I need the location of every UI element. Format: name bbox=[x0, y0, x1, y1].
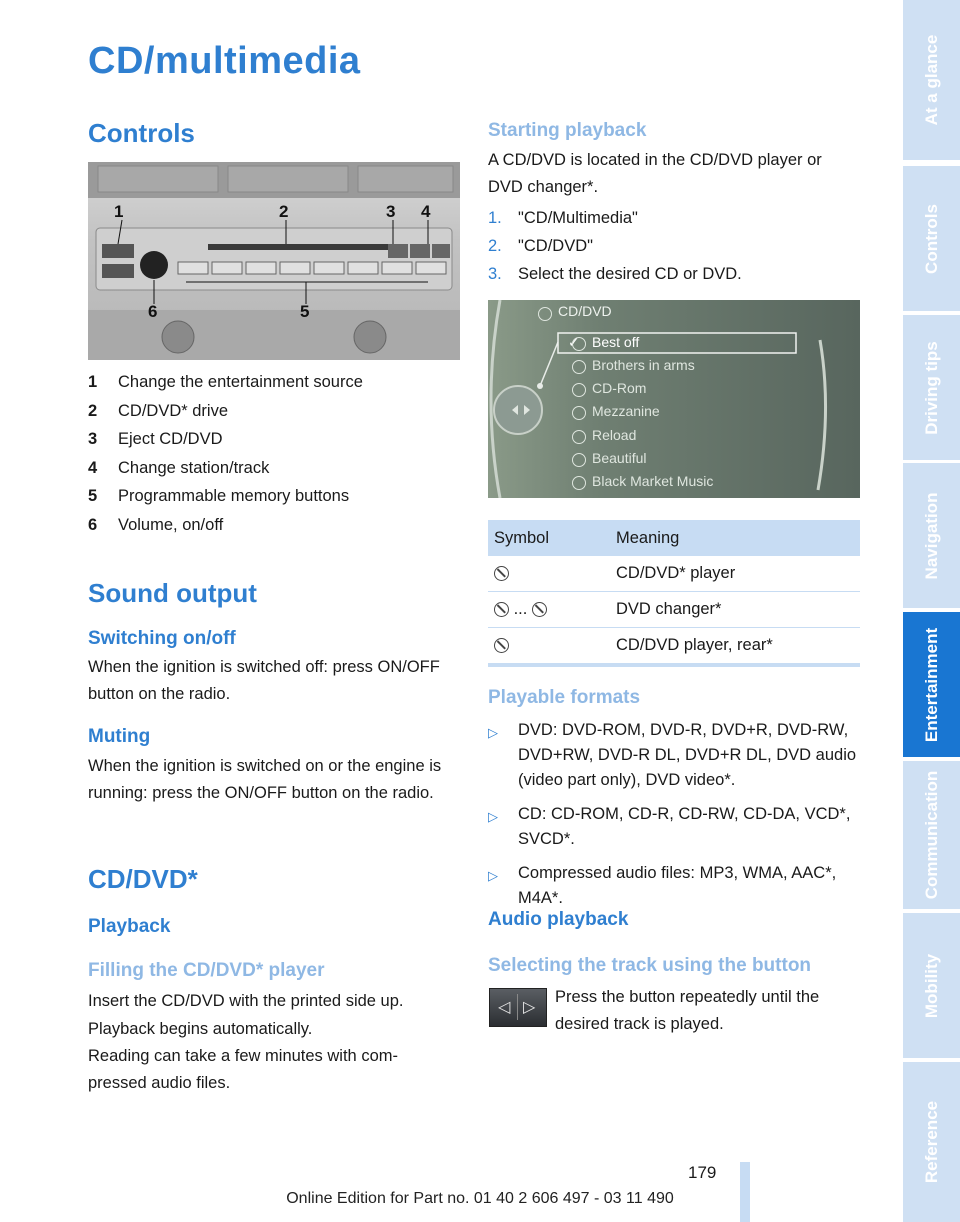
screen-title: CD/DVD bbox=[558, 303, 612, 319]
track-item[interactable]: Black Market Music bbox=[592, 473, 714, 489]
tab-driving-tips[interactable]: Driving tips bbox=[903, 315, 960, 460]
dvd-changer-icon bbox=[494, 602, 509, 617]
rear-player-icon bbox=[494, 638, 509, 653]
tab-mobility[interactable]: Mobility bbox=[903, 913, 960, 1058]
cd-icon bbox=[572, 360, 586, 374]
track-select-heading: Selecting the track using the button bbox=[488, 955, 812, 976]
callout-5: 5 bbox=[300, 302, 310, 321]
callout-3: 3 bbox=[386, 202, 396, 221]
sound-output-heading: Sound output bbox=[88, 578, 257, 608]
track-item[interactable]: Beautiful bbox=[592, 450, 647, 466]
tab-reference[interactable]: Reference bbox=[903, 1062, 960, 1222]
radio-photo bbox=[88, 162, 460, 360]
filling-p3: Reading can take a few minutes with com-pressed audio files. bbox=[88, 1047, 398, 1092]
formats-list bbox=[488, 718, 862, 920]
track-item[interactable]: CD-Rom bbox=[592, 380, 647, 396]
tab-navigation[interactable]: Navigation bbox=[903, 463, 960, 608]
filling-p2: Playback begins automatically. bbox=[88, 1020, 313, 1038]
cd-icon bbox=[572, 430, 586, 444]
page-number: 179 bbox=[688, 1163, 717, 1182]
filling-heading: Filling the CD/DVD* player bbox=[88, 960, 325, 981]
controls-heading: Controls bbox=[88, 118, 195, 148]
list-item: ▷ DVD: DVD-ROM, DVD-R, DVD+R, DVD-RW, DVD+RW, DVD-R DL, DVD+R DL, DVD audio (video part only), DVD video*. bbox=[488, 718, 862, 793]
cd-icon bbox=[572, 453, 586, 467]
table-row: CD/DVD player, rear* bbox=[488, 628, 860, 663]
cd-dvd-heading: CD/DVD* bbox=[88, 864, 198, 894]
list-item: 5 Programmable memory buttons bbox=[88, 487, 350, 506]
list-item: 4 Change station/track bbox=[88, 458, 270, 477]
starting-playback-heading: Starting playback bbox=[488, 120, 647, 141]
table-row: CD/DVD* player bbox=[488, 556, 860, 592]
bullet-icon: ▷ bbox=[488, 868, 498, 883]
cd-icon bbox=[572, 406, 586, 420]
tab-controls[interactable]: Controls bbox=[903, 166, 960, 311]
track-right-icon: ▷ bbox=[523, 999, 536, 1016]
muting-heading: Muting bbox=[88, 726, 151, 747]
list-item: 2 CD/DVD* drive bbox=[88, 401, 229, 420]
track-item-selected[interactable]: Best off bbox=[592, 334, 640, 350]
cd-icon bbox=[572, 383, 586, 397]
tab-entertainment[interactable]: Entertainment bbox=[903, 612, 960, 757]
list-item: 3 Eject CD/DVD bbox=[88, 430, 223, 449]
list-item: 3. Select the desired CD or DVD. bbox=[488, 265, 742, 283]
bullet-icon: ▷ bbox=[488, 725, 498, 740]
tab-at-a-glance[interactable]: At a glance bbox=[903, 0, 960, 160]
list-item: 1. "CD/Multimedia" bbox=[488, 209, 638, 227]
table-row: ... DVD changer* bbox=[488, 592, 860, 628]
track-item[interactable]: Brothers in arms bbox=[592, 357, 695, 373]
callout-2: 2 bbox=[279, 202, 289, 221]
tab-communication[interactable]: Communication bbox=[903, 761, 960, 909]
playback-heading: Playback bbox=[88, 916, 171, 937]
table-header: Symbol Meaning bbox=[488, 520, 860, 556]
callout-1: 1 bbox=[114, 202, 124, 221]
track-left-icon: ◁ bbox=[498, 999, 511, 1016]
controller-graphic bbox=[488, 300, 860, 498]
list-item: ▷ CD: CD-ROM, CD-R, CD-RW, CD-DA, VCD*, SVCD*. bbox=[488, 802, 862, 852]
cd-icon bbox=[572, 476, 586, 490]
footer-text: Online Edition for Part no. 01 40 2 606 497 - 03 11 490 bbox=[286, 1190, 674, 1207]
bullet-icon: ▷ bbox=[488, 809, 498, 824]
symbol-table bbox=[488, 520, 860, 667]
cd-icon bbox=[538, 307, 552, 321]
track-select-text: Press the button repeatedly until the desired track is played. bbox=[555, 988, 820, 1033]
list-item: 1 Change the entertainment source bbox=[88, 373, 363, 391]
playable-formats-heading: Playable formats bbox=[488, 687, 641, 708]
switching-text: When the ignition is switched off: press ON/OFF button on the radio. bbox=[88, 658, 440, 703]
page-marker bbox=[740, 1162, 750, 1222]
idrive-screen bbox=[488, 300, 860, 498]
steps-list bbox=[488, 204, 860, 288]
track-button-image bbox=[489, 988, 547, 1027]
controls-legend bbox=[88, 368, 460, 540]
check-icon: ✓ bbox=[568, 334, 580, 350]
starting-intro: A CD/DVD is located in the CD/DVD player or DVD changer*. bbox=[488, 151, 822, 196]
filling-p1: Insert the CD/DVD with the printed side up. bbox=[88, 992, 404, 1010]
list-item: 6 Volume, on/off bbox=[88, 515, 224, 534]
radio-illustration bbox=[88, 162, 460, 360]
track-item[interactable]: Mezzanine bbox=[592, 403, 660, 419]
track-item[interactable]: Reload bbox=[592, 427, 637, 443]
list-item: 2. "CD/DVD" bbox=[488, 237, 593, 255]
switching-heading: Switching on/off bbox=[88, 628, 236, 649]
callout-4: 4 bbox=[421, 202, 431, 221]
callout-6: 6 bbox=[148, 302, 158, 321]
muting-text: When the ignition is switched on or the engine is running: press the ON/OFF button on the radio. bbox=[88, 757, 442, 802]
cd-player-icon bbox=[494, 566, 509, 581]
audio-playback-heading: Audio playback bbox=[488, 909, 629, 930]
page-title: CD/multimedia bbox=[88, 40, 361, 82]
dvd-changer-icon bbox=[532, 602, 547, 617]
list-item: ▷ Compressed audio files: MP3, WMA, AAC*, M4A*. bbox=[488, 861, 862, 911]
cd-icon bbox=[572, 337, 586, 351]
